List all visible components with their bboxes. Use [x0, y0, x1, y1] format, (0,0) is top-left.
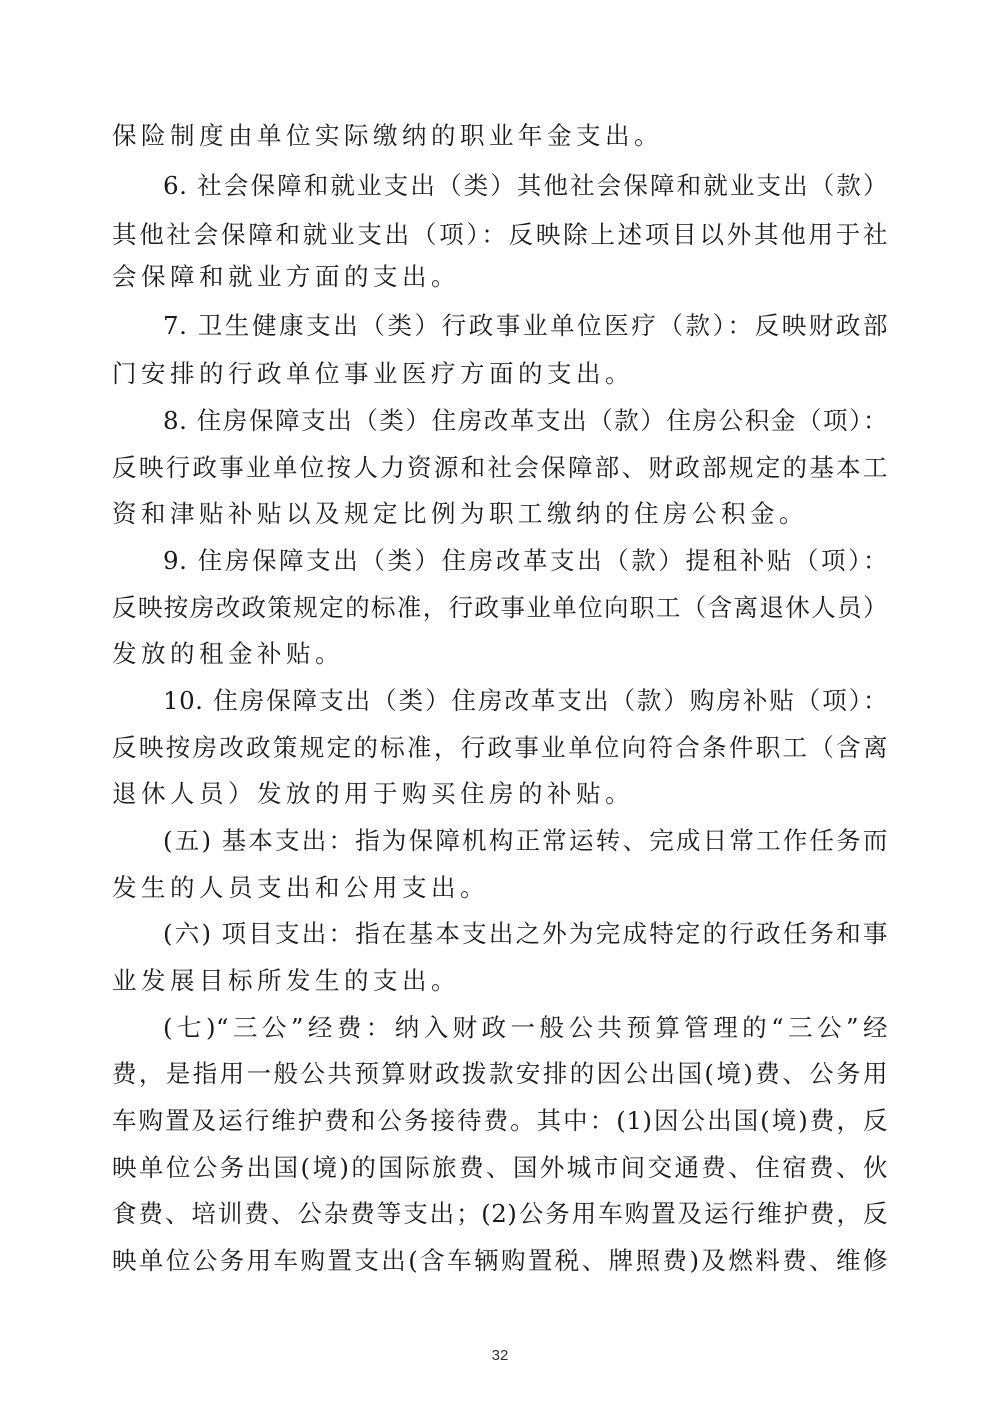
text-line-18: (六) 项目支出：指在基本支出之外为完成特定的行政任务和事: [163, 919, 888, 948]
text-line-14: 反映按房改政策规定的标准，行政事业单位向符合条件职工（含离: [112, 733, 888, 762]
text-line-16: (五) 基本支出：指为保障机构正常运转、完成日常工作任务而: [163, 826, 888, 855]
text-line-21: 费，是指用一般公共预算财政拨款安排的因公出国(境)费、公务用: [112, 1059, 888, 1088]
text-line-25: 映单位公务用车购置支出(含车辆购置税、牌照费)及燃料费、维修: [112, 1246, 888, 1275]
text-line-2: 6. 社会保障和就业支出（类）其他社会保障和就业支出（款）: [163, 171, 888, 200]
text-line-13: 10. 住房保障支出（类）住房改革支出（款）购房补贴（项）：: [163, 686, 888, 715]
text-line-11: 反映按房改政策规定的标准，行政事业单位向职工（含离退休人员）: [112, 593, 888, 622]
text-line-10: 9. 住房保障支出（类）住房改革支出（款）提租补贴（项）：: [163, 546, 888, 575]
page-number: 32: [491, 1347, 509, 1364]
text-line-3: 其他社会保障和就业支出（项）：反映除上述项目以外其他用于社: [112, 220, 888, 249]
text-line-20: (七)“三公”经费：纳入财政一般公共预算管理的“三公”经: [163, 1013, 888, 1042]
text-line-1: 保险制度由单位实际缴纳的职业年金支出。: [112, 121, 663, 150]
text-line-8: 反映行政事业单位按人力资源和社会保障部、财政部规定的基本工: [112, 453, 888, 482]
text-line-24: 食费、培训费、公杂费等支出；(2)公务用车购置及运行维护费，反: [112, 1199, 888, 1228]
text-line-23: 映单位公务出国(境)的国际旅费、国外城市间交通费、住宿费、伙: [112, 1153, 888, 1182]
text-line-6: 门安排的行政单位事业医疗方面的支出。: [112, 359, 634, 388]
text-line-9: 资和津贴补贴以及规定比例为职工缴纳的住房公积金。: [112, 499, 808, 528]
text-line-4: 会保障和就业方面的支出。: [112, 262, 460, 291]
text-line-7: 8. 住房保障支出（类）住房改革支出（款）住房公积金（项）：: [163, 406, 888, 435]
text-line-15: 退休人员）发放的用于购买住房的补贴。: [112, 779, 634, 808]
text-line-17: 发生的人员支出和公用支出。: [112, 873, 489, 902]
text-line-22: 车购置及运行维护费和公务接待费。其中：(1)因公出国(境)费，反: [112, 1106, 888, 1135]
text-line-12: 发放的租金补贴。: [112, 639, 344, 668]
text-line-5: 7. 卫生健康支出（类）行政事业单位医疗（款）：反映财政部: [163, 311, 888, 340]
text-line-19: 业发展目标所发生的支出。: [112, 966, 460, 995]
